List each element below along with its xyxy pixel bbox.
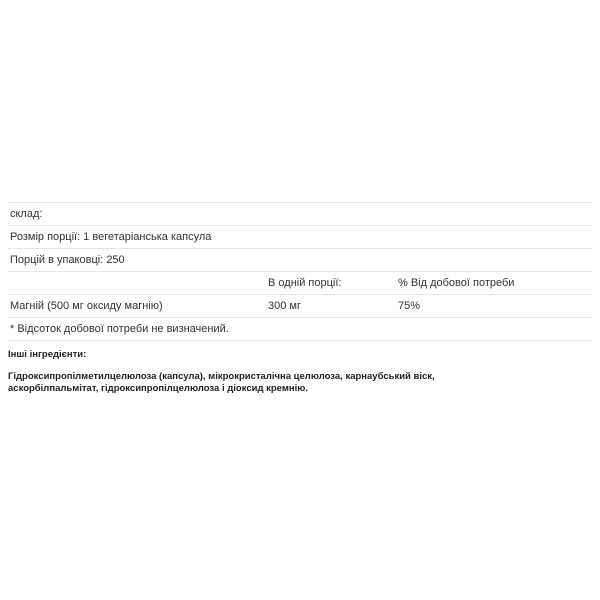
- servings-per-container: Порцій в упаковці: 250: [8, 249, 592, 272]
- footnote: * Відсоток добової потреби не визначений.: [8, 318, 592, 341]
- table-row: [8, 295, 592, 318]
- header-amount-per-serving: В одній порції:: [266, 272, 396, 295]
- serving-size: Розмір порції: 1 вегетаріанська капсула: [8, 226, 592, 249]
- nutrient-amount: 300 мг: [266, 295, 396, 318]
- other-ingredients-section: [8, 349, 592, 395]
- other-ingredients-title: Інші інгредієнти:: [8, 349, 87, 360]
- nutrient-name: Магній (500 мг оксиду магнію): [8, 295, 266, 318]
- table-row: [8, 249, 592, 272]
- table-row: [8, 203, 592, 226]
- header-empty-cell: [8, 272, 266, 295]
- header-daily-value: % Від добової потреби: [396, 272, 592, 295]
- supplement-facts-table: [8, 202, 592, 341]
- table-row: [8, 226, 592, 249]
- other-ingredients-text: Гідроксипропілметилцелюлоза (капсула), мікрокристалічна целюлоза, карнаубський віск, аскорбілпальмітат, гідроксипропілцелюлоза і діоксид кремнію.: [8, 371, 435, 394]
- nutrient-daily-value: 75%: [396, 295, 592, 318]
- table-row: [8, 318, 592, 341]
- facts-title: склад:: [8, 203, 592, 226]
- table-header-row: [8, 272, 592, 295]
